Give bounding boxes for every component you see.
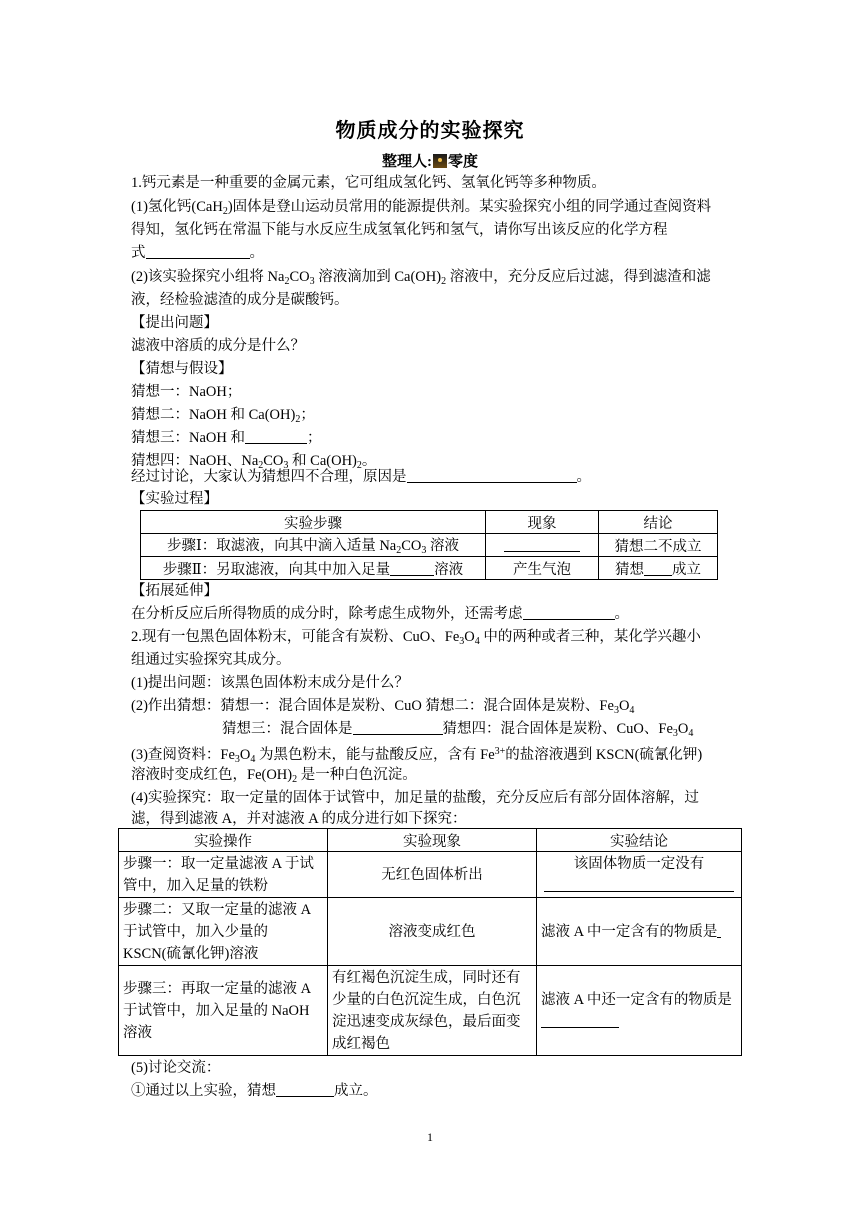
section-heading-extend: 【拓展延伸】 <box>131 583 218 599</box>
step-cell: 步骤Ⅰ：取滤液，向其中滴入适量 $Na_2CO_3$ 溶液 <box>141 534 486 557</box>
phenomenon-cell: 无红色固体析出 <box>328 852 537 898</box>
q2-step5: (5)讨论交流： <box>131 1060 221 1076</box>
answer-blank[interactable] <box>544 875 734 892</box>
q1-p1-line3: 式 。 <box>131 242 731 264</box>
table-row <box>119 966 742 1056</box>
q2-step2-line1: (2)作出猜想：猜想一：混合固体是炭粉、CuO 猜想二：混合固体是炭粉、$Fe_3O_4$ <box>131 698 635 716</box>
q1-p1-line2: 得知，氢化钙在常温下能与水反应生成氢氧化钙和氢气，请你写出该反应的化学方程 <box>131 222 668 238</box>
answer-blank[interactable] <box>245 427 307 444</box>
hypothesis-1: 猜想一：NaOH； <box>131 384 242 400</box>
phenomenon-cell: 产生气泡 <box>486 557 599 580</box>
conclusion-cell: 猜想 成立 <box>599 557 718 580</box>
hypothesis-2: 猜想二：NaOH 和 $Ca(OH)_2$； <box>131 407 315 425</box>
author-logo-icon <box>433 154 447 168</box>
phenomenon-cell: 溶液变成红色 <box>328 898 537 966</box>
q1-p2-line2: 液，经检验滤渣的成分是碳酸钙。 <box>131 292 349 308</box>
conclusion-cell: 滤液 A 中一定含有的物质是 <box>537 898 742 966</box>
q2-step4-line1: (4)实验探究：取一定量的固体于试管中，加足量的盐酸，充分反应后有部分固体溶解，过 <box>131 790 699 806</box>
q2-step3-line1: (3)查阅资料：$Fe_3O_4$ 为黑色粉末，能与盐酸反应，含有 $Fe^{3+}$的盐溶液遇到 KSCN(硫氰化钾) <box>131 746 703 765</box>
operation-cell: 步骤三：再取一定量的滤液 A 于试管中，加入足量的 NaOH 溶液 <box>119 966 328 1056</box>
operation-cell: 步骤一：取一定量滤液 A 于试管中，加入足量的铁粉 <box>119 852 328 898</box>
answer-blank[interactable] <box>644 559 672 576</box>
operation-cell: 步骤二：又取一定量的滤液 A 于试管中，加入少量的 KSCN(硫氰化钾)溶液 <box>119 898 328 966</box>
experiment-table-2 <box>118 828 742 1056</box>
answer-blank[interactable] <box>146 242 250 259</box>
discussion-line: 经过讨论，大家认为猜想四不合理，原因是 。 <box>131 466 731 488</box>
q1-question: 滤液中溶质的成分是什么？ <box>131 338 305 354</box>
table-header: 结论 <box>599 511 718 534</box>
q2-step2-line2: 猜想三：混合固体是 猜想四：混合固体是炭粉、CuO、$Fe_3O_4$ <box>222 718 822 745</box>
answer-blank[interactable] <box>390 559 434 576</box>
page-number: 1 <box>427 1130 433 1144</box>
table-row <box>119 852 742 898</box>
conclusion-cell: 猜想二不成立 <box>599 534 718 557</box>
q1-p1-line1: (1)氢化钙(CaH$_2$)固体是登山运动员常用的能源提供剂。某实验探究小组的同学通过查阅资料 <box>131 199 712 217</box>
answer-blank[interactable] <box>353 718 443 735</box>
section-heading-question: 【提出问题】 <box>131 315 218 331</box>
q2-step5-item1: ①通过以上实验，猜想 成立。 <box>131 1080 731 1102</box>
author-label: 整理人: <box>381 154 432 170</box>
table-row <box>119 898 742 966</box>
author-name: 零度 <box>447 154 478 170</box>
q2-step1: (1)提出问题：该黑色固体粉末成分是什么？ <box>131 675 409 691</box>
table-header: 实验操作 <box>119 829 328 852</box>
step-cell: 步骤Ⅱ：另取滤液，向其中加入足量 溶液 <box>141 557 486 580</box>
author-line <box>0 150 860 171</box>
q1-intro: 1.钙元素是一种重要的金属元素，它可组成氢化钙、氢氧化钙等多种物质。 <box>131 175 606 191</box>
phenomenon-cell: 有红褐色沉淀生成，同时还有少量的白色沉淀生成，白色沉淀迅速变成灰绿色，最后面变成红褐色 <box>328 966 537 1056</box>
hypothesis-4: 猜想四：NaOH、$Na_2CO_3$ 和 $Ca(OH)_2$。 <box>131 453 377 471</box>
section-heading-process: 【实验过程】 <box>131 491 218 507</box>
experiment-table-1 <box>140 510 718 580</box>
document-title: 物质成分的实验探究 <box>335 120 525 142</box>
answer-blank[interactable] <box>717 921 721 938</box>
q1-p2-line1: (2)该实验探究小组将 $Na_2CO_3$ 溶液滴加到 $Ca(OH)_2$ 溶液中，充分反应后过滤，得到滤渣和滤 <box>131 269 711 287</box>
table-header: 现象 <box>486 511 599 534</box>
answer-blank[interactable] <box>276 1080 334 1097</box>
conclusion-cell: 滤液 A 中还一定含有的物质是 <box>537 966 742 1056</box>
phenomenon-cell <box>486 534 599 557</box>
extend-line: 在分析反应后所得物质的成分时，除考虑生成物外，还需考虑 。 <box>131 603 731 625</box>
section-heading-hypothesis: 【猜想与假设】 <box>131 361 233 377</box>
table-row <box>141 557 718 580</box>
answer-blank[interactable] <box>523 603 615 620</box>
q2-step4-line2: 滤，得到滤液 A，并对滤液 A 的成分进行如下探究： <box>131 811 467 827</box>
conclusion-cell: 该固体物质一定没有 <box>537 852 742 898</box>
table-row <box>141 534 718 557</box>
table-header: 实验现象 <box>328 829 537 852</box>
answer-blank[interactable] <box>541 1011 619 1028</box>
hypothesis-3: 猜想三：NaOH 和 ； <box>131 427 731 449</box>
q2-intro-line2: 组通过实验探究其成分。 <box>131 652 291 668</box>
table-header: 实验结论 <box>537 829 742 852</box>
answer-blank[interactable] <box>504 535 580 552</box>
q2-intro-line1: 2.现有一包黑色固体粉末，可能含有炭粉、CuO、$Fe_3O_4$ 中的两种或者三种，某化学兴趣小 <box>131 629 701 647</box>
answer-blank[interactable] <box>407 466 577 483</box>
q2-step3-line2: 溶液时变成红色，$Fe(OH)_2$ 是一种白色沉淀。 <box>131 767 417 785</box>
table-header: 实验步骤 <box>141 511 486 534</box>
